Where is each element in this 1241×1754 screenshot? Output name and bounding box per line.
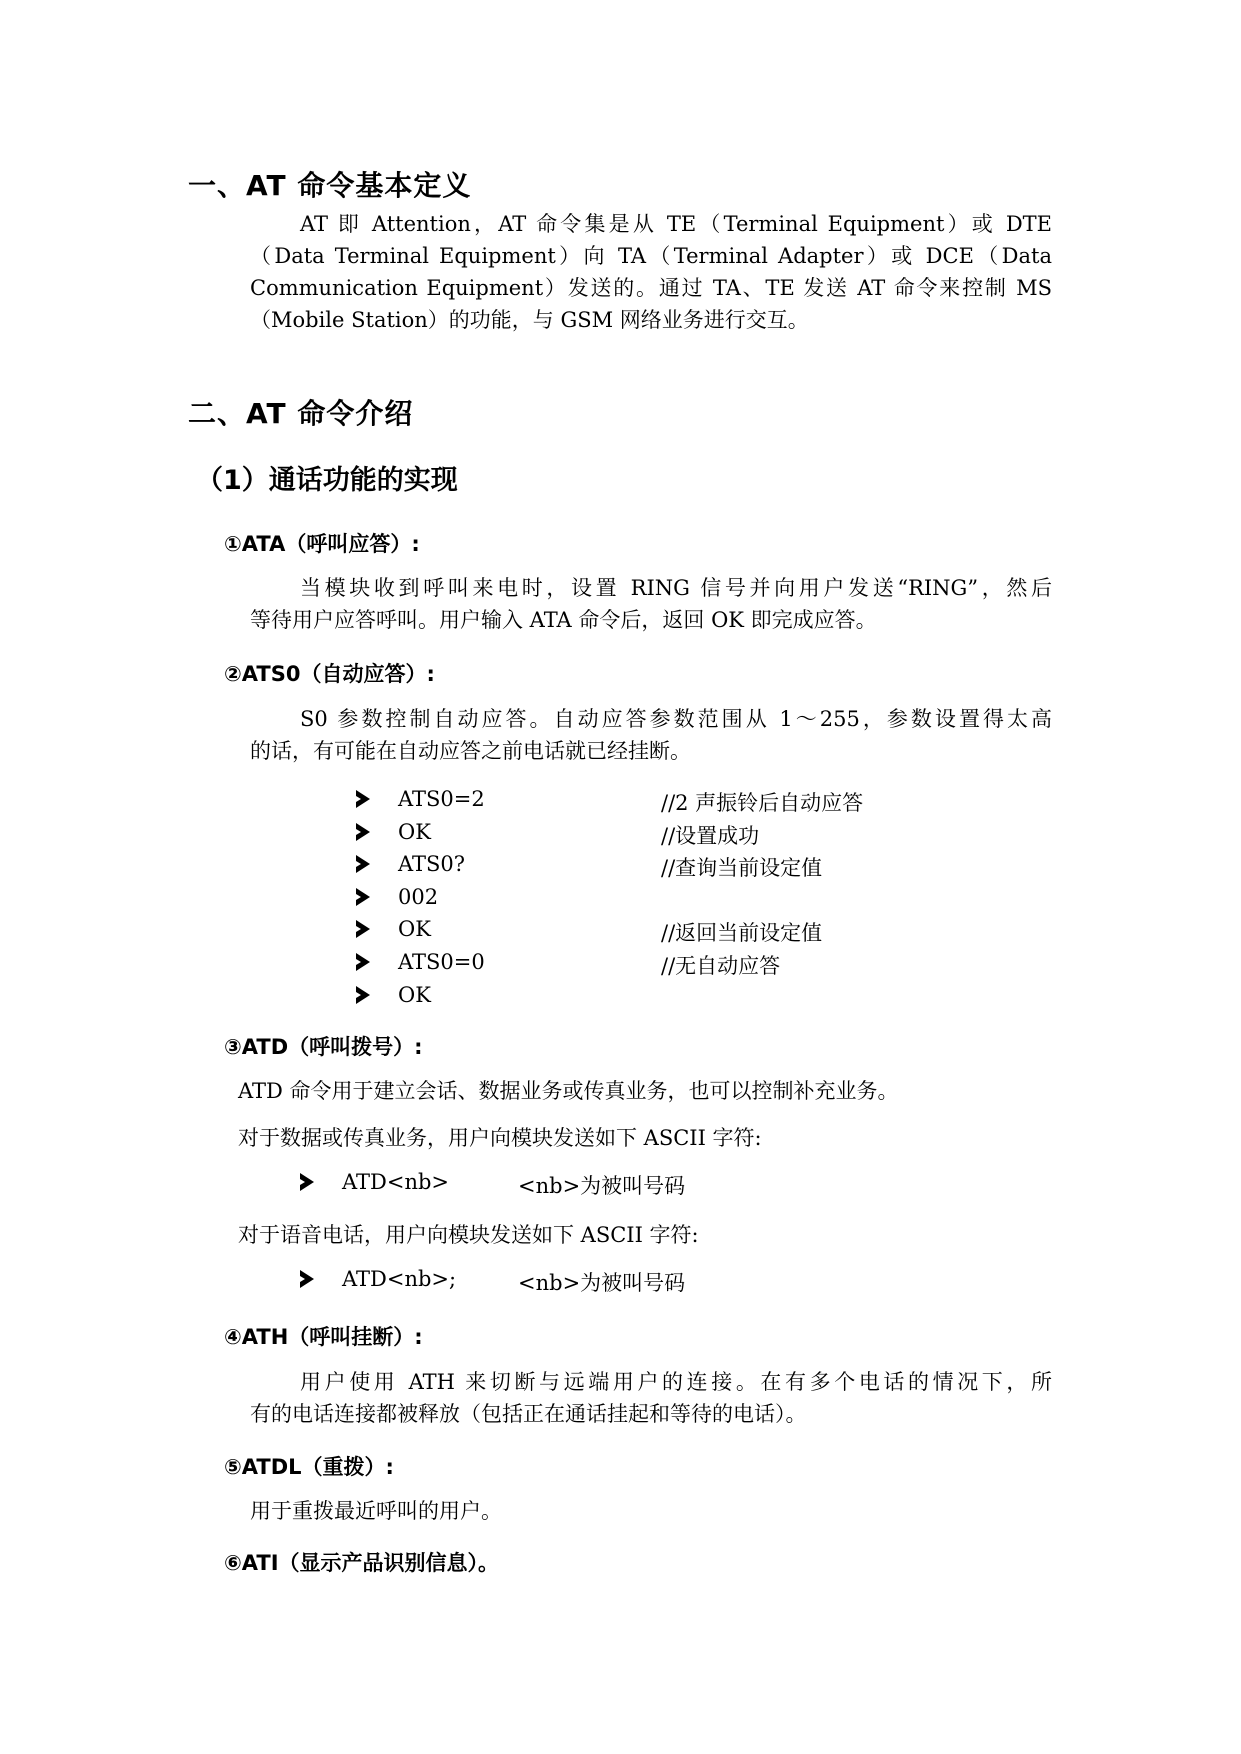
command-text: ATS0? bbox=[398, 852, 466, 877]
ath-heading: ④ATH（呼叫挂断）: bbox=[224, 1325, 423, 1349]
command-comment: <nb>为被叫号码 bbox=[518, 1174, 686, 1198]
arrow-bullet-icon bbox=[300, 1172, 314, 1196]
command-item bbox=[356, 852, 1056, 885]
command-comment: //返回当前设定值 bbox=[661, 921, 823, 946]
section2-heading: 二、AT 命令介绍 bbox=[188, 397, 414, 430]
command-item bbox=[356, 885, 1056, 918]
ata-heading: ①ATA（呼叫应答）: bbox=[224, 532, 420, 556]
command-item bbox=[356, 917, 1056, 950]
paragraph-line: 有的电话连接都被释放（包括正在通话挂起和等待的电话）。 bbox=[250, 1402, 807, 1426]
command-text: OK bbox=[398, 819, 431, 844]
section1-paragraph bbox=[250, 208, 1052, 336]
ati-heading: ⑥ATI（显示产品识别信息）。 bbox=[224, 1551, 500, 1575]
arrow-bullet-icon bbox=[356, 952, 370, 976]
paragraph-line: AT 即 Attention，AT 命令集是从 TE（Terminal Equipment）或 DTE bbox=[300, 212, 1052, 236]
command-item bbox=[356, 820, 1056, 853]
command-text: 002 bbox=[398, 884, 439, 909]
arrow-bullet-icon bbox=[300, 1269, 314, 1293]
command-text: ATS0=0 bbox=[398, 949, 485, 974]
paragraph-line: （Data Terminal Equipment）向 TA（Terminal Adapter）或 DCE（Data bbox=[250, 244, 1052, 268]
command-text: ATD<nb> bbox=[342, 1170, 450, 1194]
command-text: ATD<nb>; bbox=[342, 1267, 457, 1291]
command-comment: //无自动应答 bbox=[661, 953, 781, 978]
command-text: OK bbox=[398, 982, 431, 1007]
command-item bbox=[356, 950, 1056, 983]
atdl-line: 用于重拨最近呼叫的用户。 bbox=[250, 1499, 502, 1523]
atdl-heading: ⑤ATDL（重拨）: bbox=[224, 1455, 394, 1479]
subsection-heading: （1）通话功能的实现 bbox=[196, 465, 458, 496]
atd-line: 对于语音电话，用户向模块发送如下 ASCII 字符: bbox=[238, 1223, 699, 1247]
command-text: OK bbox=[398, 917, 431, 942]
paragraph-line: S0 参数控制自动应答。自动应答参数范围从 1～255，参数设置得太高 bbox=[300, 707, 1052, 731]
arrow-bullet-icon bbox=[356, 887, 370, 911]
arrow-bullet-icon bbox=[356, 822, 370, 846]
command-comment: //设置成功 bbox=[661, 823, 760, 848]
paragraph-line: （Mobile Station）的功能，与 GSM 网络业务进行交互。 bbox=[250, 308, 809, 332]
paragraph-line: Communication Equipment）发送的。通过 TA、TE 发送 AT 命令来控制 MS bbox=[250, 276, 1052, 300]
ata-paragraph bbox=[250, 572, 1052, 636]
atd-heading: ③ATD（呼叫拨号）: bbox=[224, 1035, 423, 1059]
ats0-command-list bbox=[356, 787, 1056, 1015]
arrow-bullet-icon bbox=[356, 919, 370, 943]
atd-command-item bbox=[300, 1170, 800, 1200]
arrow-bullet-icon bbox=[356, 789, 370, 813]
section1-heading: 一、AT 命令基本定义 bbox=[188, 169, 472, 202]
command-text: ATS0=2 bbox=[398, 787, 485, 811]
atd-line: ATD 命令用于建立会话、数据业务或传真业务，也可以控制补充业务。 bbox=[238, 1079, 899, 1103]
command-comment: <nb>为被叫号码 bbox=[518, 1271, 686, 1295]
paragraph-line: 用户使用 ATH 来切断与远端用户的连接。在有多个电话的情况下，所 bbox=[300, 1370, 1052, 1394]
command-item bbox=[356, 787, 1056, 820]
arrow-bullet-icon bbox=[356, 985, 370, 1009]
paragraph-line: 的话，有可能在自动应答之前电话就已经挂断。 bbox=[250, 739, 691, 763]
command-comment: //查询当前设定值 bbox=[661, 856, 823, 881]
atd-line: 对于数据或传真业务，用户向模块发送如下 ASCII 字符: bbox=[238, 1126, 762, 1150]
command-comment: //2 声振铃后自动应答 bbox=[661, 791, 864, 815]
atd-command-item bbox=[300, 1267, 800, 1297]
ats0-paragraph bbox=[250, 703, 1052, 767]
ath-paragraph bbox=[250, 1366, 1052, 1430]
arrow-bullet-icon bbox=[356, 854, 370, 878]
command-item bbox=[356, 983, 1056, 1016]
paragraph-line: 等待用户应答呼叫。用户输入 ATA 命令后，返回 OK 即完成应答。 bbox=[250, 608, 877, 632]
ats0-heading: ②ATS0（自动应答）: bbox=[224, 662, 435, 686]
paragraph-line: 当模块收到呼叫来电时，设置 RING 信号并向用户发送“RING”，然后 bbox=[300, 576, 1052, 600]
